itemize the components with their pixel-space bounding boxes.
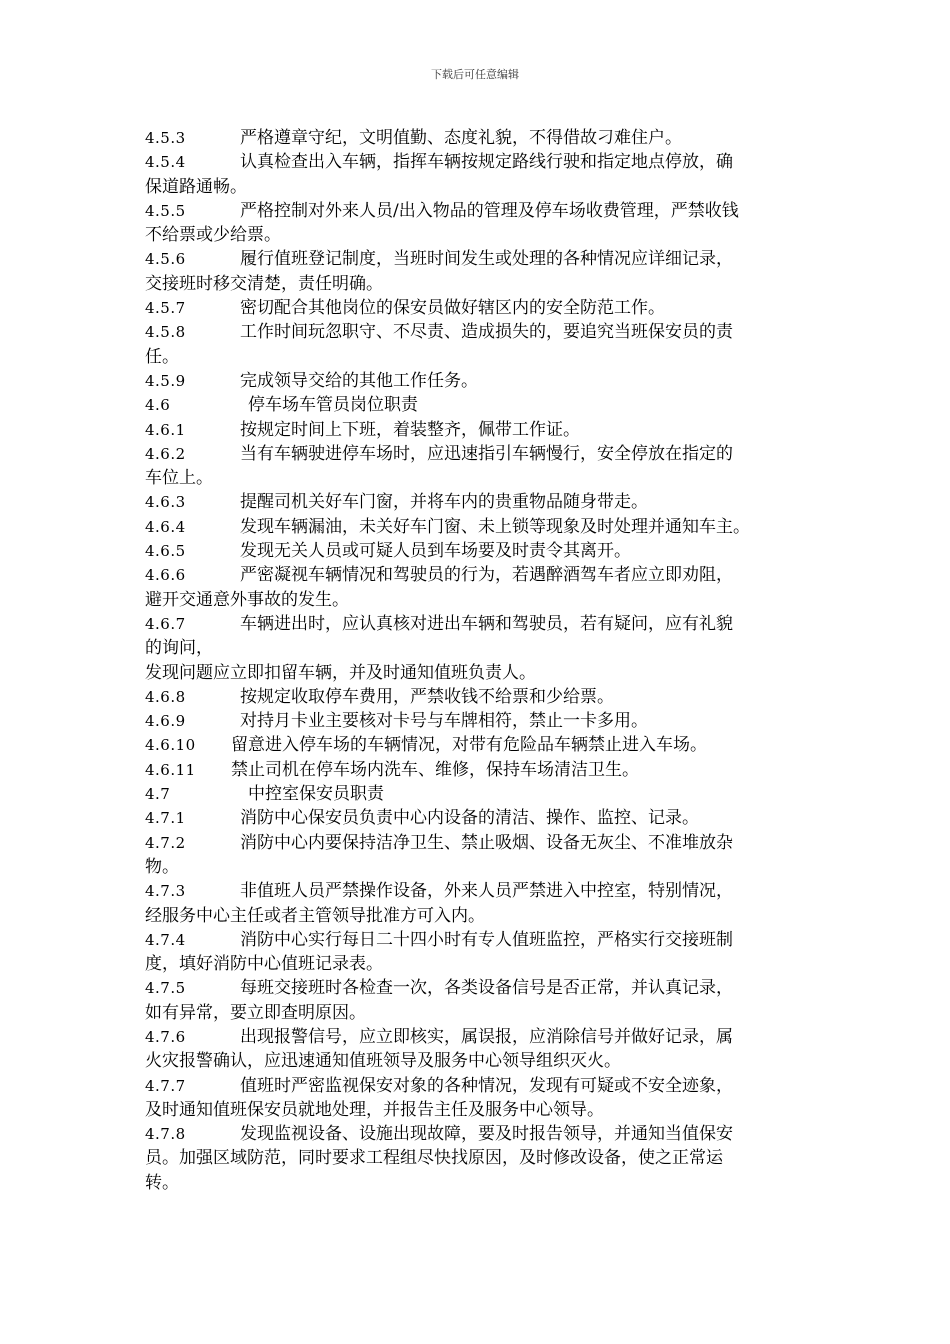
clause-line [145, 1122, 815, 1146]
clause-line [145, 247, 815, 271]
clause-line [145, 806, 815, 830]
clause-text: 发现车辆漏油，未关好车门窗、未上锁等现象及时处理并通知车主。 [240, 516, 750, 537]
clause-number: 4.5.7 [145, 299, 186, 318]
clause-number: 4.6.3 [145, 493, 186, 512]
clause-text: 不给票或少给票。 [145, 225, 281, 246]
clause-text: 出现报警信号，应立即核实，属误报，应消除信号并做好记录，属 [240, 1026, 733, 1047]
clause-number: 4.7.8 [145, 1125, 186, 1144]
clause-line [145, 418, 815, 442]
clause-number: 4.7.3 [145, 882, 186, 901]
clause-text: 每班交接班时各检查一次，各类设备信号是否正常，并认真记录， [240, 978, 733, 999]
clause-line [145, 320, 815, 344]
clause-text: 严格遵章守纪，文明值勤、态度礼貌，不得借故刁难住户。 [240, 128, 682, 148]
clause-number: 4.6.7 [145, 614, 186, 633]
clause-text: 发现问题应立即扣留车辆，并及时通知值班负责人。 [145, 662, 536, 683]
clause-line [145, 369, 815, 393]
continuation-line [145, 345, 815, 369]
clause-line [145, 782, 815, 806]
clause-text: 消防中心实行每日二十四小时有专人值班监控，严格实行交接班制 [240, 929, 733, 950]
continuation-line [145, 636, 815, 660]
clause-text: 值班时严密监视保安对象的各种情况，发现有可疑或不安全迹象， [240, 1075, 733, 1096]
clause-line [145, 539, 815, 563]
clause-number: 4.6.11 [145, 760, 196, 779]
continuation-line [145, 661, 815, 685]
clause-text: 严格控制对外来人员/出入物品的管理及停车场收费管理，严禁收钱 [240, 200, 739, 221]
continuation-line [145, 175, 815, 199]
clause-text: 停车场车管员岗位职责 [248, 395, 418, 416]
clause-text: 发现无关人员或可疑人员到车场要及时责令其离开。 [240, 541, 631, 562]
continuation-line [145, 1098, 815, 1122]
clause-line [145, 150, 815, 174]
clause-number: 4.5.4 [145, 153, 186, 172]
clause-text: 严密凝视车辆情况和驾驶员的行为，若遇醉酒驾车者应立即劝阻， [240, 565, 733, 586]
header-note: 下载后可任意编辑 [431, 68, 519, 81]
clause-number: 4.6.8 [145, 687, 186, 706]
clause-number: 4.5.5 [145, 201, 186, 220]
clause-number: 4.5.9 [145, 371, 186, 390]
clause-text: 按规定时间上下班，着装整齐，佩带工作证。 [240, 419, 580, 440]
continuation-line [145, 1146, 815, 1170]
clause-text: 物。 [145, 856, 179, 877]
clause-line [145, 928, 815, 952]
clause-text: 车位上。 [145, 468, 213, 489]
clause-number: 4.5.6 [145, 250, 186, 269]
clause-text: 非值班人员严禁操作设备，外来人员严禁进入中控室，特别情况， [240, 881, 733, 902]
clause-text: 的询问， [145, 638, 213, 659]
clause-text: 火灾报警确认，应迅速通知值班领导及服务中心领导组织灭火。 [145, 1051, 621, 1072]
clause-text: 禁止司机在停车场内洗车、维修，保持车场清洁卫生。 [231, 759, 639, 780]
clause-number: 4.6.4 [145, 517, 186, 536]
clause-number: 4.7.4 [145, 930, 186, 949]
document-body [145, 126, 815, 1195]
clause-text: 度，填好消防中心值班记录表。 [145, 954, 383, 975]
clause-text: 对持月卡业主要核对卡号与车牌相符，禁止一卡多用。 [240, 711, 648, 732]
continuation-line [145, 1171, 815, 1195]
clause-number: 4.5.3 [145, 129, 186, 147]
clause-text: 转。 [145, 1172, 179, 1193]
clause-text: 留意进入停车场的车辆情况，对带有危险品车辆禁止进入车场。 [231, 735, 707, 756]
clause-text: 经服务中心主任或者主管领导批准方可入内。 [145, 905, 485, 926]
clause-line [145, 563, 815, 587]
clause-number: 4.6.6 [145, 566, 186, 585]
continuation-line [145, 588, 815, 612]
clause-number: 4.6.5 [145, 542, 186, 561]
clause-text: 任。 [145, 346, 179, 367]
clause-text: 按规定收取停车费用，严禁收钱不给票和少给票。 [240, 686, 614, 707]
continuation-line [145, 1001, 815, 1025]
clause-number: 4.6.2 [145, 444, 186, 463]
continuation-line [145, 466, 815, 490]
clause-text: 中控室保安员职责 [248, 784, 384, 805]
clause-line [145, 758, 815, 782]
clause-number: 4.6.10 [145, 736, 196, 755]
clause-line [145, 126, 815, 150]
clause-text: 员。加强区域防范，同时要求工程组尽快找原因，及时修改设备，使之正常运 [145, 1148, 723, 1169]
clause-line [145, 515, 815, 539]
clause-number: 4.6 [145, 396, 171, 415]
clause-number: 4.7.5 [145, 979, 186, 998]
clause-line [145, 490, 815, 514]
clause-text: 工作时间玩忽职守、不尽责、造成损失的，要追究当班保安员的责 [240, 322, 733, 343]
clause-text: 消防中心保安员负责中心内设备的清洁、操作、监控、记录。 [240, 808, 699, 829]
continuation-line [145, 855, 815, 879]
clause-text: 完成领导交给的其他工作任务。 [240, 370, 478, 391]
continuation-line [145, 1049, 815, 1073]
clause-text: 履行值班登记制度，当班时间发生或处理的各种情况应详细记录， [240, 249, 733, 270]
clause-number: 4.5.8 [145, 323, 186, 342]
clause-text: 及时通知值班保安员就地处理，并报告主任及服务中心领导。 [145, 1099, 604, 1120]
clause-text: 当有车辆驶进停车场时，应迅速指引车辆慢行，安全停放在指定的 [240, 443, 733, 464]
clause-line [145, 612, 815, 636]
clause-text: 发现监视设备、设施出现故障，要及时报告领导，并通知当值保安 [240, 1124, 733, 1145]
clause-line [145, 733, 815, 757]
clause-line [145, 709, 815, 733]
clause-line [145, 393, 815, 417]
clause-text: 保道路通畅。 [145, 176, 247, 197]
clause-line [145, 685, 815, 709]
clause-number: 4.7.7 [145, 1076, 186, 1095]
clause-number: 4.6.1 [145, 420, 186, 439]
clause-text: 提醒司机关好车门窗，并将车内的贵重物品随身带走。 [240, 492, 648, 513]
clause-number: 4.6.9 [145, 712, 186, 731]
continuation-line [145, 904, 815, 928]
clause-text: 认真检查出入车辆，指挥车辆按规定路线行驶和指定地点停放，确 [240, 152, 733, 173]
clause-line [145, 296, 815, 320]
clause-line [145, 879, 815, 903]
clause-text: 避开交通意外事故的发生。 [145, 589, 349, 610]
clause-number: 4.7.1 [145, 809, 186, 828]
clause-text: 车辆进出时，应认真核对进出车辆和驾驶员，若有疑问，应有礼貌 [240, 613, 733, 634]
clause-text: 交接班时移交清楚，责任明确。 [145, 273, 383, 294]
clause-line [145, 976, 815, 1000]
clause-text: 如有异常，要立即查明原因。 [145, 1002, 366, 1023]
clause-number: 4.7.2 [145, 833, 186, 852]
clause-line [145, 1025, 815, 1049]
clause-number: 4.7 [145, 785, 171, 804]
clause-text: 消防中心内要保持洁净卫生、禁止吸烟、设备无灰尘、不准堆放杂 [240, 832, 733, 853]
continuation-line [145, 223, 815, 247]
continuation-line [145, 952, 815, 976]
clause-line [145, 199, 815, 223]
clause-line [145, 1074, 815, 1098]
clause-number: 4.7.6 [145, 1027, 186, 1046]
continuation-line [145, 272, 815, 296]
clause-text: 密切配合其他岗位的保安员做好辖区内的安全防范工作。 [240, 298, 665, 319]
clause-line [145, 831, 815, 855]
clause-line [145, 442, 815, 466]
